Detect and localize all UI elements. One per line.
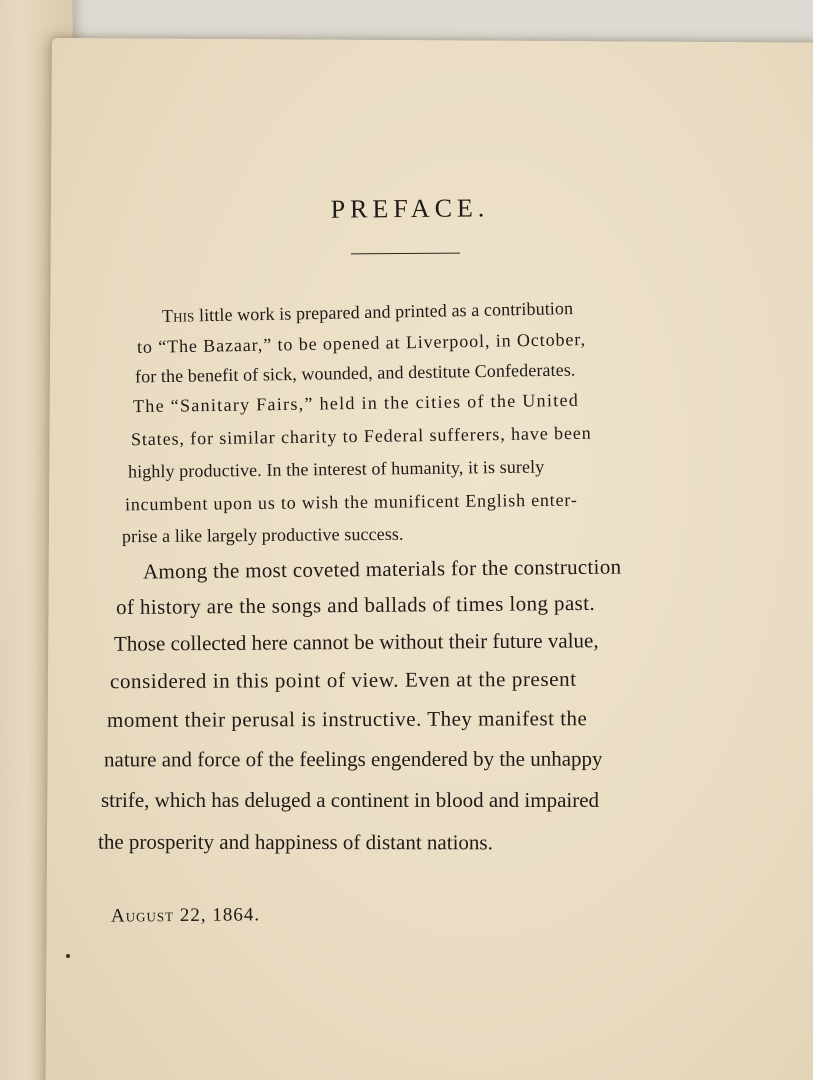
preface-date: August 22, 1864. <box>110 904 261 927</box>
paragraph-1-line: The “Sanitary Fairs,” held in the cities of the United <box>132 389 580 417</box>
paragraph-1-line: prise a like largely productive success. <box>121 523 404 547</box>
paragraph-1-line: to “The Bazaar,” to be opened at Liverpool, in October, <box>136 329 587 357</box>
title-rule <box>351 253 460 255</box>
drop-word: This <box>161 305 195 326</box>
paragraph-1-line: incumbent upon us to wish the munificent English enter- <box>124 489 578 515</box>
paragraph-2-line: nature and force of the feelings engendered by the unhappy <box>103 746 603 772</box>
paragraph-2-line: strife, which has deluged a continent in blood and impaired <box>101 788 600 812</box>
ink-speck <box>66 954 70 958</box>
paragraph-2-line: moment their perusal is instructive. They manifest the <box>106 706 588 732</box>
paragraph-2-line: the prosperity and happiness of distant nations. <box>97 829 493 855</box>
page-title: PREFACE. <box>330 193 490 224</box>
paragraph-2-line: Those collected here cannot be without their future value, <box>113 628 599 656</box>
paragraph-2-line: considered in this point of view. Even at the present <box>109 666 577 694</box>
paragraph-2-line: Among the most coveted materials for the construction <box>142 554 622 584</box>
paragraph-2-line: of history are the songs and ballads of times long past. <box>115 590 596 620</box>
paragraph-1-line: States, for similar charity to Federal sufferers, have been <box>130 422 592 450</box>
paragraph-1-line: This little work is prepared and printed as a contribution <box>161 298 574 326</box>
paragraph-1-line: for the benefit of sick, wounded, and destitute Confederates. <box>134 359 576 387</box>
paragraph-1-line: highly productive. In the interest of humanity, it is surely <box>127 456 545 482</box>
